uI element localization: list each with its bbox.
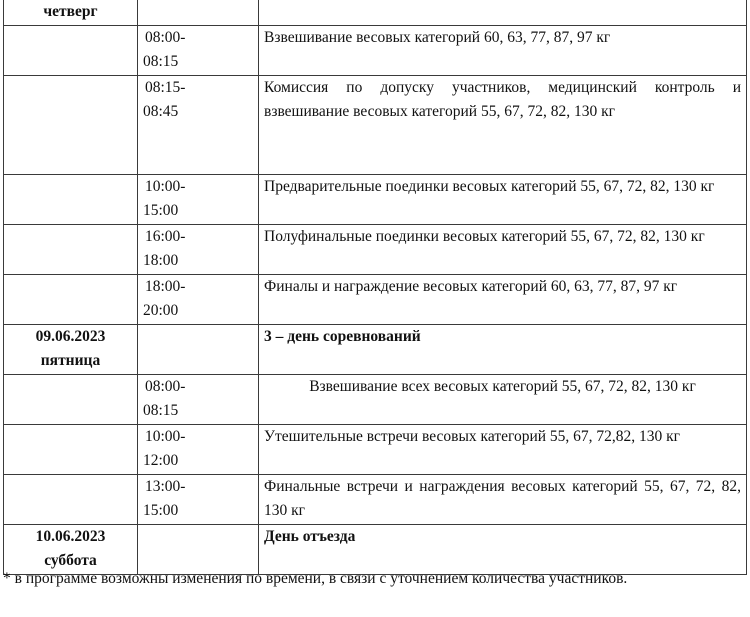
- time-cell: [138, 174, 259, 224]
- time-from: 08:00-: [145, 377, 186, 395]
- time-cell: [138, 374, 259, 424]
- time-from: 13:00-: [145, 477, 186, 495]
- time-to: 15:00: [143, 502, 179, 519]
- event-cell: Утешительные встречи весовых категорий 55, 67, 72,82, 130 кг: [259, 424, 747, 474]
- date-cell: [4, 274, 138, 324]
- footnote: * в программе возможны изменения по времени, в связи с уточнением количества участников.: [3, 570, 628, 587]
- date-cell: [4, 424, 138, 474]
- date-cell: [4, 224, 138, 274]
- time-from: 16:00-: [145, 227, 186, 245]
- date-label: 09.06.2023: [35, 327, 106, 345]
- time-cell: [138, 474, 259, 524]
- table-row: [4, 324, 747, 374]
- time-to: 08:15: [143, 53, 179, 70]
- event-cell: Полуфинальные поединки весовых категорий 55, 67, 72, 82, 130 кг: [259, 224, 747, 274]
- time-from: 10:00-: [145, 177, 186, 195]
- event-cell: Комиссия по допуску участников, медицинский контроль и взвешивание весовых категорий 55, 67, 72, 82, 130 кг: [259, 75, 747, 174]
- table-row: [4, 474, 747, 524]
- event-cell: Взвешивание весовых категорий 60, 63, 77, 87, 97 кг: [259, 25, 747, 75]
- time-cell: [138, 0, 259, 25]
- time-to: 12:00: [143, 452, 179, 469]
- time-cell: [138, 25, 259, 75]
- date-cell: [4, 25, 138, 75]
- time-cell: [138, 224, 259, 274]
- date-cell: [4, 474, 138, 524]
- time-from: 08:00-: [145, 28, 186, 46]
- date-cell: [4, 324, 138, 374]
- table-row: [4, 25, 747, 75]
- time-to: 18:00: [143, 252, 179, 269]
- event-cell: Предварительные поединки весовых категорий 55, 67, 72, 82, 130 кг: [259, 174, 747, 224]
- weekday-label: четверг: [43, 3, 98, 20]
- event-cell: [259, 0, 747, 25]
- time-from: 08:15-: [145, 78, 186, 96]
- day-heading: 3 – день соревнований: [259, 324, 747, 374]
- time-to: 15:00: [143, 202, 179, 219]
- table-row: [4, 274, 747, 324]
- time-cell: [138, 274, 259, 324]
- table-row: [4, 75, 747, 174]
- time-cell: [138, 424, 259, 474]
- time-to: 20:00: [143, 302, 179, 319]
- time-to: 08:15: [143, 402, 179, 419]
- table-row: [4, 0, 747, 25]
- date-cell: [4, 0, 138, 25]
- event-cell: Финалы и награждение весовых категорий 60, 63, 77, 87, 97 кг: [259, 274, 747, 324]
- date-cell: [4, 524, 138, 574]
- date-cell: [4, 75, 138, 174]
- date-cell: [4, 174, 138, 224]
- weekday-label: суббота: [44, 552, 97, 569]
- table-row: [4, 224, 747, 274]
- time-cell: [138, 324, 259, 374]
- table-row: [4, 174, 747, 224]
- time-cell: [138, 524, 259, 574]
- time-from: 18:00-: [145, 277, 186, 295]
- schedule-table: [3, 0, 747, 575]
- table-row: [4, 374, 747, 424]
- time-to: 08:45: [143, 103, 179, 120]
- time-cell: [138, 75, 259, 174]
- date-cell: [4, 374, 138, 424]
- weekday-label: пятница: [40, 352, 101, 369]
- table-row: [4, 424, 747, 474]
- date-label: 10.06.2023: [35, 527, 106, 545]
- event-cell: Финальные встречи и награждения весовых категорий 55, 67, 72, 82, 130 кг: [259, 474, 747, 524]
- time-from: 10:00-: [145, 427, 186, 445]
- event-cell: Взвешивание всех весовых категорий 55, 67, 72, 82, 130 кг: [259, 374, 747, 424]
- day-heading: День отъезда: [259, 524, 747, 574]
- table-row: [4, 524, 747, 574]
